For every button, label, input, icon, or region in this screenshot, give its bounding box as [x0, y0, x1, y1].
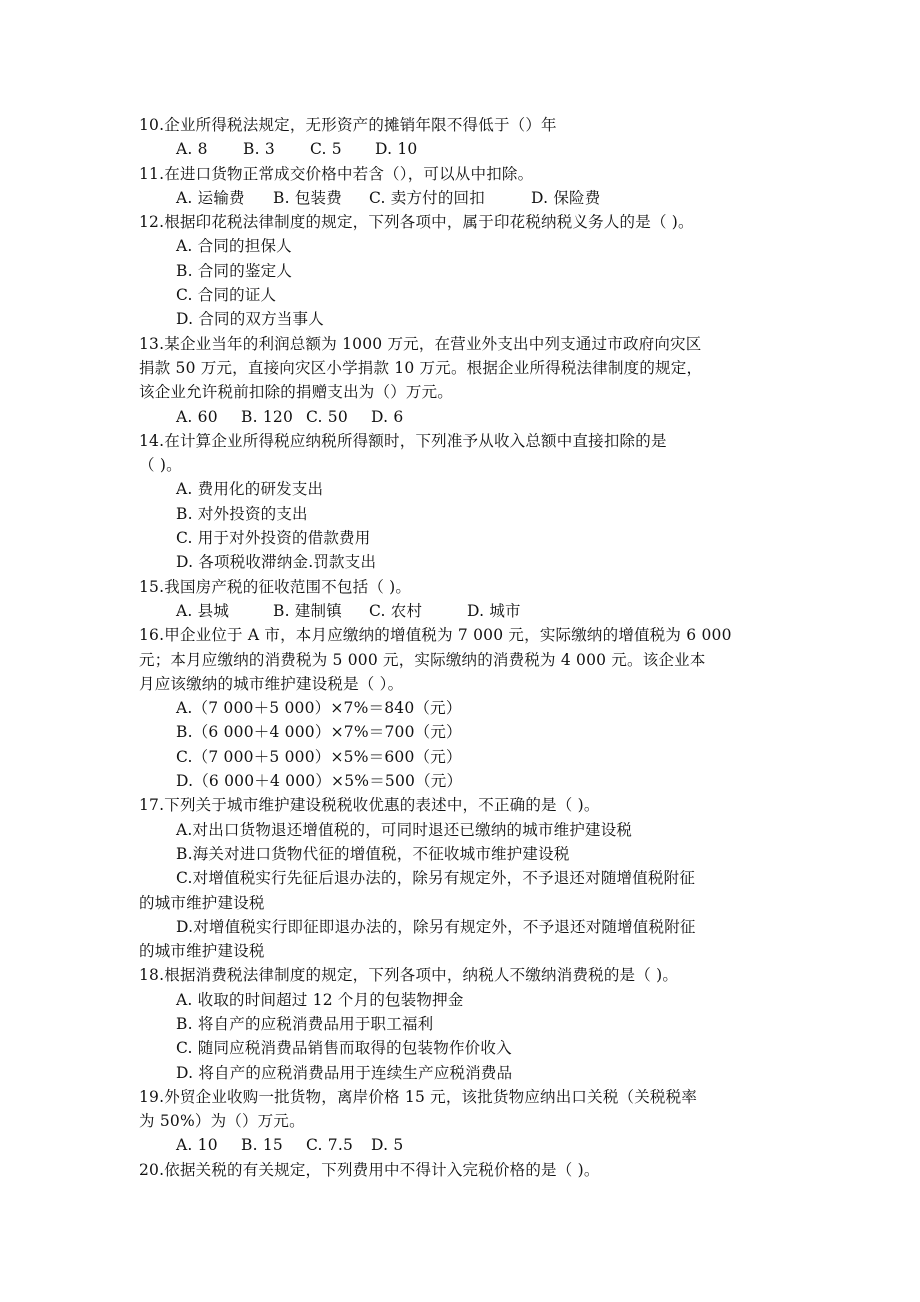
question-13-stem-line3: 该企业允许税前扣除的捐赠支出为（）万元。	[139, 383, 454, 402]
option-c: C. 卖方付的回扣	[369, 188, 485, 207]
question-10-stem: 10.企业所得税法规定，无形资产的摊销年限不得低于（）年	[139, 116, 557, 134]
question-10-options	[0, 137, 920, 161]
option-b: B. 120	[241, 407, 294, 426]
question-20-stem: 20.依据关税的有关规定，下列费用中不得计入完税价格的是（ )。	[139, 1160, 600, 1179]
question-17-option-c-line2: 的城市维护建设税	[139, 893, 265, 912]
question-17-option-d-line2: 的城市维护建设税	[139, 942, 265, 961]
question-19-stem-line2: 为 50%）为（）万元。	[139, 1112, 305, 1131]
question-12-option-a: A. 合同的担保人	[176, 237, 292, 256]
question-17-stem: 17.下列关于城市维护建设税税收优惠的表述中，不正确的是（ )。	[139, 796, 600, 815]
question-13-stem: 13.某企业当年的利润总额为 1000 万元，在营业外支出中列支通过市政府向灾区	[139, 334, 702, 353]
question-18-option-d: D. 将自产的应税消费品用于连续生产应税消费品	[176, 1063, 513, 1082]
question-14-option-b: B. 对外投资的支出	[176, 504, 308, 523]
question-14-option-c: C. 用于对外投资的借款费用	[176, 529, 371, 548]
question-19-options	[0, 1133, 920, 1157]
question-17-option-d: D.对增值税实行即征即退办法的，除另有规定外，不予退还对随增值税附征	[176, 917, 696, 936]
option-c: C. 50	[306, 407, 348, 426]
question-14-option-d: D. 各项税收滞纳金.罚款支出	[176, 553, 377, 572]
question-14-stem: 14.在计算企业所得税应纳税所得额时，下列准予从收入总额中直接扣除的是	[139, 431, 667, 450]
question-18-option-c: C. 随同应税消费品销售而取得的包装物作价收入	[176, 1039, 512, 1058]
question-17-option-c: C.对增值税实行先征后退办法的，除另有规定外，不予退还对随增值税附征	[176, 869, 696, 888]
option-a: A. 运输费	[176, 188, 245, 207]
question-18-option-a: A. 收取的时间超过 12 个月的包装物押金	[176, 990, 464, 1009]
question-18-option-b: B. 将自产的应税消费品用于职工福利	[176, 1014, 434, 1033]
question-12-option-c: C. 合同的证人	[176, 286, 277, 305]
question-16-stem-line2: 元；本月应缴纳的消费税为 5 000 元，实际缴纳的消费税为 4 000 元。该企业本	[139, 650, 706, 669]
question-16-option-d: D.（6 000＋4 000）×5%＝500（元）	[176, 772, 463, 791]
question-15-options	[0, 599, 920, 623]
option-a: A. 8	[176, 140, 208, 159]
option-c: C. 5	[310, 140, 342, 159]
question-15-stem: 15.我国房产税的征收范围不包括（ )。	[139, 577, 412, 596]
question-13-options	[0, 405, 920, 429]
option-d: D. 城市	[467, 601, 521, 620]
option-b: B. 15	[241, 1136, 283, 1155]
question-11-stem: 11.在进口货物正常成交价格中若含（），可以从中扣除。	[139, 164, 534, 183]
question-16-stem: 16.甲企业位于 A 市，本月应缴纳的增值税为 7 000 元，实际缴纳的增值税为 6 000	[139, 626, 732, 645]
option-d: D. 10	[375, 140, 418, 159]
document-page	[0, 113, 920, 1182]
option-c: C. 农村	[369, 601, 423, 620]
question-16-option-a: A.（7 000＋5 000）×7%＝840（元）	[176, 699, 462, 718]
option-a: A. 县城	[176, 601, 230, 620]
question-12-stem: 12.根据印花税法律制度的规定，下列各项中，属于印花税纳税义务人的是（ )。	[139, 213, 694, 232]
question-12-option-b: B. 合同的鉴定人	[176, 261, 293, 280]
option-d: D. 5	[371, 1136, 404, 1155]
question-17-option-b: B.海关对进口货物代征的增值税，不征收城市维护建设税	[176, 844, 570, 863]
question-17-option-a: A.对出口货物退还增值税的，可同时退还已缴纳的城市维护建设税	[176, 820, 633, 839]
option-a: A. 60	[176, 407, 218, 426]
question-16-option-c: C.（7 000＋5 000）×5%＝600（元）	[176, 747, 462, 766]
option-b: B. 建制镇	[273, 601, 342, 620]
option-a: A. 10	[176, 1136, 218, 1155]
question-16-option-b: B.（6 000＋4 000）×7%＝700（元）	[176, 723, 462, 742]
question-19-stem: 19.外贸企业收购一批货物，离岸价格 15 元，该批货物应纳出口关税（关税税率	[139, 1087, 698, 1106]
option-c: C. 7.5	[306, 1136, 354, 1155]
question-13-stem-line2: 捐款 50 万元，直接向灾区小学捐款 10 万元。根据企业所得税法律制度的规定，	[139, 358, 703, 377]
option-b: B. 3	[243, 140, 275, 159]
option-d: D. 保险费	[531, 188, 601, 207]
question-16-stem-line3: 月应该缴纳的城市维护建设税是（ ）。	[139, 674, 404, 693]
question-11-options	[0, 186, 920, 210]
option-d: D. 6	[371, 407, 404, 426]
option-b: B. 包装费	[273, 188, 342, 207]
question-18-stem: 18.根据消费税法律制度的规定，下列各项中，纳税人不缴纳消费税的是（ )。	[139, 966, 679, 985]
question-14-stem-line2: （ )。	[139, 456, 182, 475]
question-12-option-d: D. 合同的双方当事人	[176, 310, 324, 329]
question-14-option-a: A. 费用化的研发支出	[176, 480, 324, 499]
